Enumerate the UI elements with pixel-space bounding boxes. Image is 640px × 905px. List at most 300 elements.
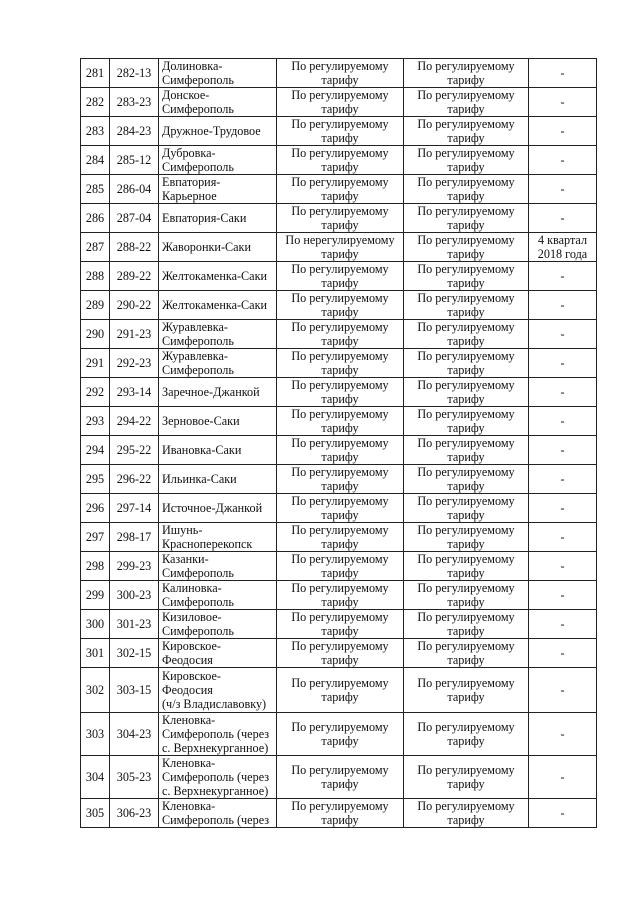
route-name-line: Желтокаменка-Саки bbox=[162, 269, 268, 283]
route-code-cell bbox=[110, 349, 159, 378]
route-code-line: 299-23 bbox=[116, 559, 152, 573]
route-code-line: 284-23 bbox=[116, 124, 152, 138]
tariff-current-line: тарифу bbox=[321, 734, 359, 748]
change-date-line: - bbox=[560, 501, 565, 515]
tariff-current-cell bbox=[277, 639, 404, 668]
route-code-line: 298-17 bbox=[116, 530, 152, 544]
tariff-planned-line: По регулируемому bbox=[417, 436, 515, 450]
tariff-planned-line: По регулируемому bbox=[417, 552, 515, 566]
change-date-cell bbox=[529, 233, 597, 262]
route-code-line: 291-23 bbox=[116, 327, 152, 341]
tariff-current-line: По регулируемому bbox=[291, 799, 389, 813]
row-number-cell bbox=[81, 713, 110, 756]
route-name-line: Симферополь bbox=[162, 73, 234, 87]
tariff-planned-cell bbox=[404, 799, 529, 828]
tariff-planned-cell bbox=[404, 713, 529, 756]
tariff-current-line: тарифу bbox=[321, 690, 359, 704]
tariff-planned-cell bbox=[404, 378, 529, 407]
tariff-current-cell bbox=[277, 610, 404, 639]
row-number-line: 304 bbox=[85, 770, 105, 784]
change-date-cell bbox=[529, 639, 597, 668]
change-date-line: - bbox=[560, 327, 565, 341]
route-code-cell bbox=[110, 494, 159, 523]
route-code-cell bbox=[110, 175, 159, 204]
row-number-line: 284 bbox=[85, 153, 105, 167]
tariff-current-line: По регулируемому bbox=[291, 320, 389, 334]
row-number-line: 294 bbox=[85, 443, 105, 457]
table-row bbox=[81, 378, 597, 407]
route-name-cell bbox=[159, 175, 277, 204]
route-code-cell bbox=[110, 523, 159, 552]
row-number-line: 303 bbox=[85, 727, 105, 741]
change-date-cell bbox=[529, 88, 597, 117]
route-name-line: Казанки- bbox=[162, 552, 209, 566]
table-row bbox=[81, 494, 597, 523]
table-row bbox=[81, 581, 597, 610]
route-name-line: Симферополь bbox=[162, 624, 234, 638]
route-code-line: 292-23 bbox=[116, 356, 152, 370]
tariff-current-cell bbox=[277, 465, 404, 494]
tariff-planned-line: тарифу bbox=[447, 734, 485, 748]
tariff-planned-line: По регулируемому bbox=[417, 146, 515, 160]
route-name-line: Долиновка- bbox=[162, 59, 223, 73]
row-number-cell bbox=[81, 668, 110, 713]
tariff-current-cell bbox=[277, 494, 404, 523]
row-number-cell bbox=[81, 436, 110, 465]
tariff-planned-line: По регулируемому bbox=[417, 117, 515, 131]
row-number-line: 305 bbox=[85, 806, 105, 820]
tariff-planned-line: По регулируемому bbox=[417, 88, 515, 102]
tariff-planned-line: тарифу bbox=[447, 777, 485, 791]
tariff-current-line: тарифу bbox=[321, 813, 359, 827]
change-date-line: - bbox=[560, 269, 565, 283]
tariff-planned-line: По регулируемому bbox=[417, 639, 515, 653]
route-code-cell bbox=[110, 378, 159, 407]
row-number-cell bbox=[81, 146, 110, 175]
route-code-line: 295-22 bbox=[116, 443, 152, 457]
route-name-cell bbox=[159, 349, 277, 378]
row-number-line: 287 bbox=[85, 240, 105, 254]
table-row bbox=[81, 291, 597, 320]
row-number-line: 290 bbox=[85, 327, 105, 341]
tariff-current-line: По регулируемому bbox=[291, 676, 389, 690]
tariff-planned-line: тарифу bbox=[447, 508, 485, 522]
route-code-cell bbox=[110, 233, 159, 262]
change-date-line: - bbox=[560, 443, 565, 457]
change-date-line: - bbox=[560, 414, 565, 428]
route-name-line: Симферополь (через bbox=[162, 813, 270, 827]
row-number-line: 292 bbox=[85, 385, 105, 399]
tariff-planned-line: тарифу bbox=[447, 537, 485, 551]
tariff-current-line: По регулируемому bbox=[291, 59, 389, 73]
tariff-planned-cell bbox=[404, 320, 529, 349]
change-date-line: - bbox=[560, 211, 565, 225]
tariff-planned-cell bbox=[404, 146, 529, 175]
tariff-current-line: По регулируемому bbox=[291, 639, 389, 653]
tariff-planned-line: По регулируемому bbox=[417, 349, 515, 363]
route-name-line: Симферополь (через bbox=[162, 770, 270, 784]
tariff-current-line: По регулируемому bbox=[291, 378, 389, 392]
tariff-current-cell bbox=[277, 349, 404, 378]
tariff-planned-cell bbox=[404, 117, 529, 146]
tariff-current-line: По регулируемому bbox=[291, 291, 389, 305]
route-name-line: Жаворонки-Саки bbox=[162, 240, 251, 254]
tariff-current-line: По регулируемому bbox=[291, 146, 389, 160]
route-code-cell bbox=[110, 581, 159, 610]
row-number-cell bbox=[81, 88, 110, 117]
table-row bbox=[81, 436, 597, 465]
tariff-planned-cell bbox=[404, 523, 529, 552]
change-date-cell bbox=[529, 407, 597, 436]
tariff-planned-line: По регулируемому bbox=[417, 291, 515, 305]
tariff-current-cell bbox=[277, 436, 404, 465]
route-name-cell bbox=[159, 146, 277, 175]
route-name-line: Дружное-Трудовое bbox=[162, 124, 261, 138]
route-code-line: 285-12 bbox=[116, 153, 152, 167]
tariff-planned-cell bbox=[404, 291, 529, 320]
change-date-cell bbox=[529, 320, 597, 349]
tariff-current-cell bbox=[277, 146, 404, 175]
tariff-current-cell bbox=[277, 552, 404, 581]
route-code-line: 287-04 bbox=[116, 211, 152, 225]
route-name-cell bbox=[159, 436, 277, 465]
route-code-cell bbox=[110, 117, 159, 146]
tariff-planned-line: По регулируемому bbox=[417, 407, 515, 421]
change-date-cell bbox=[529, 581, 597, 610]
row-number-line: 289 bbox=[85, 298, 105, 312]
tariff-planned-line: тарифу bbox=[447, 102, 485, 116]
change-date-cell bbox=[529, 552, 597, 581]
change-date-line: - bbox=[560, 385, 565, 399]
change-date-line: - bbox=[560, 559, 565, 573]
tariff-planned-line: тарифу bbox=[447, 813, 485, 827]
tariff-current-line: тарифу bbox=[321, 508, 359, 522]
route-code-line: 290-22 bbox=[116, 298, 152, 312]
change-date-cell bbox=[529, 756, 597, 799]
change-date-cell bbox=[529, 668, 597, 713]
route-name-cell bbox=[159, 88, 277, 117]
tariff-current-cell bbox=[277, 799, 404, 828]
tariff-planned-cell bbox=[404, 494, 529, 523]
row-number-line: 295 bbox=[85, 472, 105, 486]
table-row bbox=[81, 59, 597, 88]
tariff-planned-line: тарифу bbox=[447, 334, 485, 348]
tariff-planned-line: По регулируемому bbox=[417, 763, 515, 777]
tariff-planned-line: По регулируемому bbox=[417, 581, 515, 595]
route-name-cell bbox=[159, 320, 277, 349]
change-date-cell bbox=[529, 713, 597, 756]
route-name-cell bbox=[159, 465, 277, 494]
tariff-current-line: По регулируемому bbox=[291, 117, 389, 131]
route-name-line: Кизиловое- bbox=[162, 610, 222, 624]
tariff-planned-line: тарифу bbox=[447, 276, 485, 290]
tariff-current-line: тарифу bbox=[321, 276, 359, 290]
route-code-line: 303-15 bbox=[116, 683, 152, 697]
tariff-planned-line: По регулируемому bbox=[417, 262, 515, 276]
change-date-cell bbox=[529, 175, 597, 204]
row-number-line: 285 bbox=[85, 182, 105, 196]
tariff-planned-line: По регулируемому bbox=[417, 378, 515, 392]
tariff-planned-line: тарифу bbox=[447, 624, 485, 638]
tariff-planned-line: По регулируемому bbox=[417, 799, 515, 813]
tariff-planned-cell bbox=[404, 436, 529, 465]
route-code-cell bbox=[110, 610, 159, 639]
route-name-cell bbox=[159, 378, 277, 407]
route-code-cell bbox=[110, 320, 159, 349]
tariff-planned-cell bbox=[404, 639, 529, 668]
tariff-planned-cell bbox=[404, 59, 529, 88]
tariff-current-line: тарифу bbox=[321, 537, 359, 551]
tariff-current-cell bbox=[277, 668, 404, 713]
row-number-line: 286 bbox=[85, 211, 105, 225]
tariff-current-line: По регулируемому bbox=[291, 581, 389, 595]
tariff-current-cell bbox=[277, 581, 404, 610]
row-number-line: 293 bbox=[85, 414, 105, 428]
route-name-line: Карьерное bbox=[162, 189, 217, 203]
tariff-planned-line: тарифу bbox=[447, 421, 485, 435]
change-date-line: - bbox=[560, 182, 565, 196]
row-number-cell bbox=[81, 262, 110, 291]
tariff-current-line: тарифу bbox=[321, 479, 359, 493]
route-name-line: Симферополь bbox=[162, 566, 234, 580]
tariff-current-line: По регулируемому bbox=[291, 349, 389, 363]
route-code-line: 305-23 bbox=[116, 770, 152, 784]
tariff-current-line: По регулируемому bbox=[291, 523, 389, 537]
tariff-planned-cell bbox=[404, 262, 529, 291]
table-row bbox=[81, 88, 597, 117]
row-number-cell bbox=[81, 349, 110, 378]
change-date-line: - bbox=[560, 153, 565, 167]
table-row bbox=[81, 233, 597, 262]
route-name-line: Кировское- bbox=[162, 669, 221, 683]
table-row bbox=[81, 349, 597, 378]
route-name-line: Кленовка- bbox=[162, 799, 216, 813]
tariff-current-cell bbox=[277, 204, 404, 233]
tariff-current-line: тарифу bbox=[321, 624, 359, 638]
tariff-current-cell bbox=[277, 291, 404, 320]
change-date-cell bbox=[529, 494, 597, 523]
change-date-cell bbox=[529, 465, 597, 494]
route-code-line: 300-23 bbox=[116, 588, 152, 602]
route-code-line: 304-23 bbox=[116, 727, 152, 741]
tariff-planned-cell bbox=[404, 668, 529, 713]
route-name-cell bbox=[159, 799, 277, 828]
row-number-line: 296 bbox=[85, 501, 105, 515]
table-row bbox=[81, 523, 597, 552]
change-date-line: - bbox=[560, 298, 565, 312]
row-number-line: 297 bbox=[85, 530, 105, 544]
route-code-cell bbox=[110, 756, 159, 799]
change-date-line: 2018 года bbox=[537, 247, 588, 261]
tariff-planned-line: По регулируемому bbox=[417, 59, 515, 73]
table-row bbox=[81, 146, 597, 175]
route-name-line: Дубровка- bbox=[162, 146, 216, 160]
table-row bbox=[81, 668, 597, 713]
change-date-cell bbox=[529, 349, 597, 378]
tariff-planned-cell bbox=[404, 204, 529, 233]
tariff-planned-line: тарифу bbox=[447, 73, 485, 87]
route-name-line: Источное-Джанкой bbox=[162, 501, 263, 515]
tariff-current-line: По регулируемому bbox=[291, 465, 389, 479]
route-code-cell bbox=[110, 713, 159, 756]
table-row bbox=[81, 117, 597, 146]
change-date-cell bbox=[529, 204, 597, 233]
route-code-cell bbox=[110, 799, 159, 828]
tariff-current-line: тарифу bbox=[321, 305, 359, 319]
route-code-line: 282-13 bbox=[116, 66, 152, 80]
table-row bbox=[81, 407, 597, 436]
route-code-line: 302-15 bbox=[116, 646, 152, 660]
route-name-line: Ильинка-Саки bbox=[162, 472, 237, 486]
tariff-planned-line: тарифу bbox=[447, 218, 485, 232]
row-number-cell bbox=[81, 465, 110, 494]
tariff-current-line: По регулируемому bbox=[291, 175, 389, 189]
tariff-current-cell bbox=[277, 756, 404, 799]
route-code-cell bbox=[110, 639, 159, 668]
tariff-current-line: По регулируемому bbox=[291, 552, 389, 566]
table-row bbox=[81, 799, 597, 828]
tariff-planned-line: тарифу bbox=[447, 690, 485, 704]
tariff-planned-line: тарифу bbox=[447, 450, 485, 464]
tariff-planned-cell bbox=[404, 756, 529, 799]
table-row bbox=[81, 204, 597, 233]
route-name-cell bbox=[159, 117, 277, 146]
change-date-line: - bbox=[560, 530, 565, 544]
route-code-cell bbox=[110, 59, 159, 88]
route-name-line: Ивановка-Саки bbox=[162, 443, 242, 457]
route-name-line: Зерновое-Саки bbox=[162, 414, 240, 428]
row-number-cell bbox=[81, 799, 110, 828]
row-number-line: 283 bbox=[85, 124, 105, 138]
tariff-planned-line: тарифу bbox=[447, 566, 485, 580]
route-name-line: Феодосия bbox=[162, 683, 213, 697]
change-date-line: - bbox=[560, 95, 565, 109]
change-date-line: 4 квартал bbox=[537, 233, 588, 247]
table-row bbox=[81, 610, 597, 639]
route-name-line: Симферополь bbox=[162, 595, 234, 609]
tariff-planned-line: тарифу bbox=[447, 189, 485, 203]
tariff-current-cell bbox=[277, 378, 404, 407]
change-date-cell bbox=[529, 436, 597, 465]
tariff-planned-line: тарифу bbox=[447, 653, 485, 667]
tariff-planned-line: тарифу bbox=[447, 160, 485, 174]
tariff-current-line: тарифу bbox=[321, 421, 359, 435]
route-code-cell bbox=[110, 146, 159, 175]
tariff-planned-line: По регулируемому bbox=[417, 720, 515, 734]
tariff-current-line: тарифу bbox=[321, 102, 359, 116]
row-number-line: 299 bbox=[85, 588, 105, 602]
tariff-planned-line: По регулируемому bbox=[417, 465, 515, 479]
tariff-current-cell bbox=[277, 320, 404, 349]
table-row bbox=[81, 262, 597, 291]
route-name-line: с. Верхнекурганное) bbox=[162, 741, 269, 755]
tariff-planned-line: тарифу bbox=[447, 479, 485, 493]
route-name-cell bbox=[159, 713, 277, 756]
route-name-line: Желтокаменка-Саки bbox=[162, 298, 268, 312]
route-name-cell bbox=[159, 262, 277, 291]
change-date-line: - bbox=[560, 727, 565, 741]
change-date-line: - bbox=[560, 646, 565, 660]
tariff-planned-cell bbox=[404, 175, 529, 204]
tariff-current-cell bbox=[277, 407, 404, 436]
route-name-cell bbox=[159, 639, 277, 668]
row-number-cell bbox=[81, 204, 110, 233]
route-name-line: Калиновка- bbox=[162, 581, 222, 595]
route-code-cell bbox=[110, 668, 159, 713]
route-code-line: 301-23 bbox=[116, 617, 152, 631]
row-number-cell bbox=[81, 291, 110, 320]
route-name-line: Ишунь- bbox=[162, 523, 203, 537]
tariff-planned-cell bbox=[404, 407, 529, 436]
change-date-line: - bbox=[560, 472, 565, 486]
row-number-cell bbox=[81, 581, 110, 610]
route-name-cell bbox=[159, 233, 277, 262]
route-code-cell bbox=[110, 552, 159, 581]
change-date-line: - bbox=[560, 124, 565, 138]
tariff-planned-line: По регулируемому bbox=[417, 320, 515, 334]
route-name-line: Евпатория-Саки bbox=[162, 211, 247, 225]
change-date-cell bbox=[529, 378, 597, 407]
row-number-cell bbox=[81, 117, 110, 146]
route-name-line: Кленовка- bbox=[162, 713, 216, 727]
route-name-line: Евпатория- bbox=[162, 175, 221, 189]
route-name-line: Заречное-Джанкой bbox=[162, 385, 260, 399]
route-code-line: 297-14 bbox=[116, 501, 152, 515]
row-number-line: 298 bbox=[85, 559, 105, 573]
tariff-current-line: тарифу bbox=[321, 392, 359, 406]
change-date-cell bbox=[529, 799, 597, 828]
row-number-line: 302 bbox=[85, 683, 105, 697]
tariff-planned-cell bbox=[404, 88, 529, 117]
tariff-current-line: тарифу bbox=[321, 189, 359, 203]
route-code-cell bbox=[110, 262, 159, 291]
route-code-cell bbox=[110, 465, 159, 494]
route-name-line: (ч/з Владиславовку) bbox=[162, 697, 267, 711]
route-code-line: 293-14 bbox=[116, 385, 152, 399]
tariff-planned-line: По регулируемому bbox=[417, 610, 515, 624]
tariff-current-line: тарифу bbox=[321, 334, 359, 348]
route-name-line: Донское- bbox=[162, 88, 210, 102]
tariff-planned-line: тарифу bbox=[447, 247, 485, 261]
tariff-current-line: тарифу bbox=[321, 450, 359, 464]
row-number-line: 300 bbox=[85, 617, 105, 631]
tariff-planned-line: тарифу bbox=[447, 595, 485, 609]
route-name-cell bbox=[159, 59, 277, 88]
tariff-planned-cell bbox=[404, 349, 529, 378]
route-code-line: 289-22 bbox=[116, 269, 152, 283]
route-name-cell bbox=[159, 204, 277, 233]
row-number-line: 281 bbox=[85, 66, 105, 80]
tariff-current-cell bbox=[277, 713, 404, 756]
tariff-planned-line: По регулируемому bbox=[417, 494, 515, 508]
route-name-line: Журавлевка- bbox=[162, 349, 228, 363]
change-date-line: - bbox=[560, 806, 565, 820]
route-name-cell bbox=[159, 668, 277, 713]
tariff-current-line: тарифу bbox=[321, 595, 359, 609]
tariff-current-line: По регулируемому bbox=[291, 720, 389, 734]
tariff-planned-line: По регулируемому bbox=[417, 523, 515, 537]
route-code-cell bbox=[110, 291, 159, 320]
row-number-cell bbox=[81, 494, 110, 523]
row-number-cell bbox=[81, 756, 110, 799]
tariff-current-line: По регулируемому bbox=[291, 88, 389, 102]
tariff-current-line: По регулируемому bbox=[291, 610, 389, 624]
table-row bbox=[81, 320, 597, 349]
route-code-cell bbox=[110, 204, 159, 233]
table-row bbox=[81, 713, 597, 756]
tariff-current-cell bbox=[277, 59, 404, 88]
row-number-cell bbox=[81, 233, 110, 262]
